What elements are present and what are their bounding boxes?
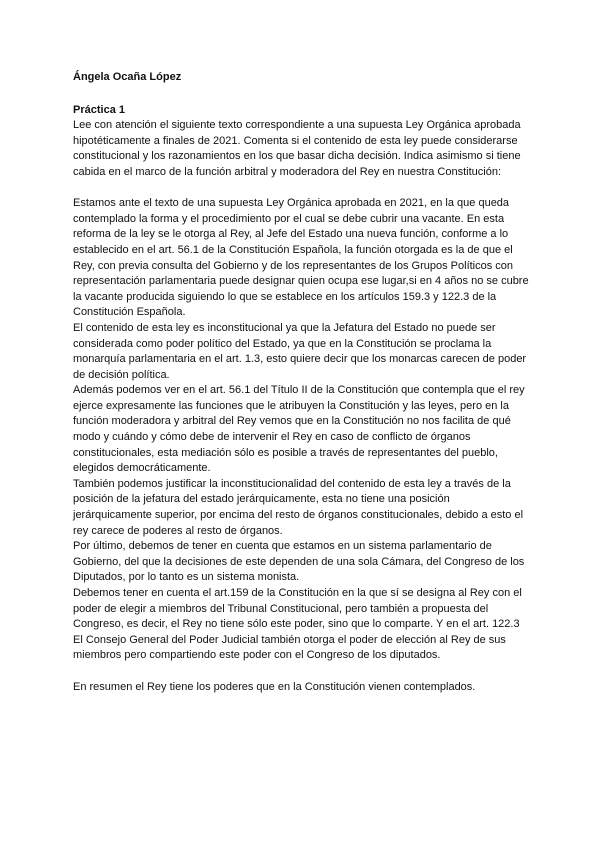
- body-paragraph-4: También podemos justificar la inconstitucionalidad del contenido de esta ley a través de la posición de la jefatura del estado jerárquicamente, esta no tiene una posición jerárquicamente superior, por encima del resto de órganos constitucionales, debido a esto el rey carece de poderes al resto de órganos.: [73, 477, 524, 537]
- body-paragraph-6: Debemos tener en cuenta el art.159 de la Constitución en la que sí se designa al Rey con el poder de elegir a miembros del Tribunal Constitucional, pero también a propuesta del Congreso, es decir, el Rey no tiene sólo este poder, sino que lo comparte. Y en el art. 122.3 El Consejo General del Poder Judicial también otorga el poder de elección al Rey de sus miembros pero compartiendo este poder con el Congreso de los diputados.: [73, 587, 522, 662]
- body-paragraph-5: Por último, debemos de tener en cuenta que estamos en un sistema parlamentario de Gobierno, del que la decisiones de este dependen de una sola Cámara, del Congreso de los Diputados, por lo tanto es un sistema monista.: [73, 540, 525, 584]
- body-paragraph-1: Estamos ante el texto de una supuesta Ley Orgánica aprobada en 2021, en la que queda contemplado la forma y el procedimiento por el cual se debe cubrir una vacante. En esta reforma de la ley se le otorga al Rey, al Jefe del Estado una nueva función, conforme a lo establecido en el art. 56.1 de la Constitución Española, la función otorgada es la de que el Rey, con previa consulta del Gobierno y de los representantes de los Grupos Políticos con representación parlamentaria puede designar quien ocupa ese lugar,si en 4 años no se cubre la vacante producida siguiendo lo que se establece en los artículos 159.3 y 122.3 de la Constitución Española.: [73, 197, 529, 319]
- author-name: Ángela Ocaña López: [73, 71, 182, 83]
- body-paragraph-3: Además podemos ver en el art. 56.1 del Título II de la Constitución que contempla que el rey ejerce expresamente las funciones que le atribuyen la Constitución y las leyes, pero en la función moderadora y arbitral del Rey vemos que en la Constitución no nos facilita de qué modo y cuándo y cómo debe de intervenir el Rey en caso de conflicto de órganos constitucionales, esta mediación sólo es posible a través de representantes del pueblo, elegidos democráticamente.: [73, 384, 525, 475]
- intro-paragraph: Lee con atención el siguiente texto correspondiente a una supuesta Ley Orgánica aprobada hipotéticamente a finales de 2021. Comenta si el contenido de esta ley puede considerarse constitucional y los razonamientos en los que basar dicha decisión. Indica asimismo si tiene cabida en el marco de la función arbitral y moderadora del Rey en nuestra Constitución:: [73, 119, 521, 178]
- section-title: Práctica 1: [73, 103, 125, 116]
- body-paragraph-2: El contenido de esta ley es inconstitucional ya que la Jefatura del Estado no puede ser considerada como poder político del Estado, ya que en la Constitución se proclama la monarquía parlamentaria en el art. 1.3, esto quiere decir que los monarcas carecen de poder de decisión política.: [73, 321, 527, 381]
- closing-paragraph: En resumen el Rey tiene los poderes que en la Constitución vienen contemplados.: [73, 680, 476, 693]
